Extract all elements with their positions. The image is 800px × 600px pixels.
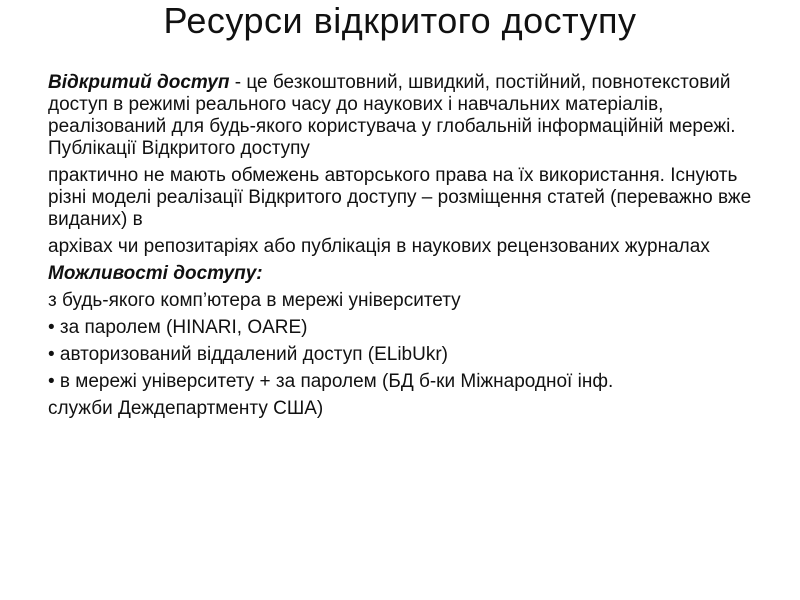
list-item-remote-access: • авторизований віддалений доступ (ELibUkr)	[48, 344, 448, 365]
slide-body	[48, 72, 758, 425]
slide-title: Ресурси відкритого доступу	[163, 0, 637, 41]
list-item-university-network: • в мережі університету + за паролем (БД б-ки Міжнародної інф.	[48, 371, 614, 392]
paragraph-any-computer: з будь-якого комп’ютера в мережі університету	[48, 290, 461, 311]
paragraph-open-access-definition	[48, 72, 758, 160]
paragraph-copyright: практично не мають обмежень авторського права на їх використання. Існують різні моделі реалізації Відкритого доступу – розміщення статей (переважно вже виданих) в	[48, 165, 752, 230]
list-item-password: • за паролем (HINARI, OARE)	[48, 317, 308, 338]
paragraph-state-department: служби Деждепартменту США)	[48, 398, 324, 419]
access-options-heading: Можливості доступу:	[48, 263, 263, 284]
paragraph-archives: архівах чи репозитаріях або публікація в наукових рецензованих журналах	[48, 236, 710, 257]
paragraph-access-heading	[48, 263, 758, 285]
term-open-access: Відкритий доступ	[48, 72, 230, 93]
definition-text: - це безкоштовний, швидкий, постійний, повнотекстовий доступ в режимі реального часу до наукових і навчальних матеріалів, реалізований для будь-якого користувача у глобальній інформаційній мережі. Публікації Відкритого доступу	[48, 72, 736, 159]
